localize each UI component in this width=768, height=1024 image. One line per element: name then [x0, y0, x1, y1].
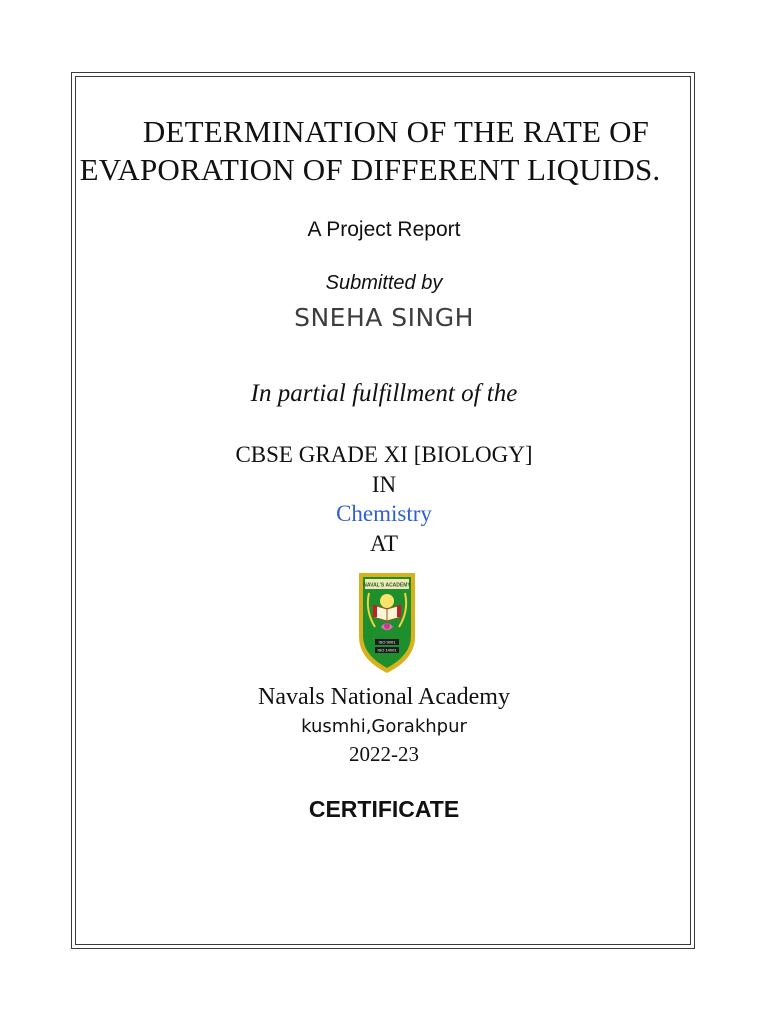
svg-text:NAVAL'S ACADEMY: NAVAL'S ACADEMY	[363, 582, 411, 589]
svg-text:ISO 14001: ISO 14001	[377, 647, 397, 653]
certificate-heading: CERTIFICATE	[308, 796, 460, 822]
submitted-by-label: Submitted by	[325, 272, 443, 294]
subject-text: Chemistry	[336, 501, 432, 526]
svg-text:ISO 9001: ISO 9001	[378, 639, 396, 645]
title-line-2: EVAPORATION OF DIFFERENT LIQUIDS.	[79, 152, 661, 187]
fulfillment-text: In partial fulfillment of the	[250, 380, 518, 407]
report-type: A Project Report	[307, 218, 461, 241]
academic-session: 2022-23	[349, 742, 419, 766]
institution-name: Navals National Academy	[258, 684, 510, 710]
author-name: SNEHA SINGH	[294, 303, 474, 332]
at-text: AT	[369, 531, 399, 556]
grade-text: CBSE GRADE XI [BIOLOGY]	[235, 442, 533, 467]
school-crest-icon	[355, 567, 419, 675]
institution-location: kusmhi,Gorakhpur	[301, 716, 467, 737]
title-line-1: DETERMINATION OF THE RATE OF	[142, 114, 650, 149]
in-text: IN	[371, 472, 397, 497]
